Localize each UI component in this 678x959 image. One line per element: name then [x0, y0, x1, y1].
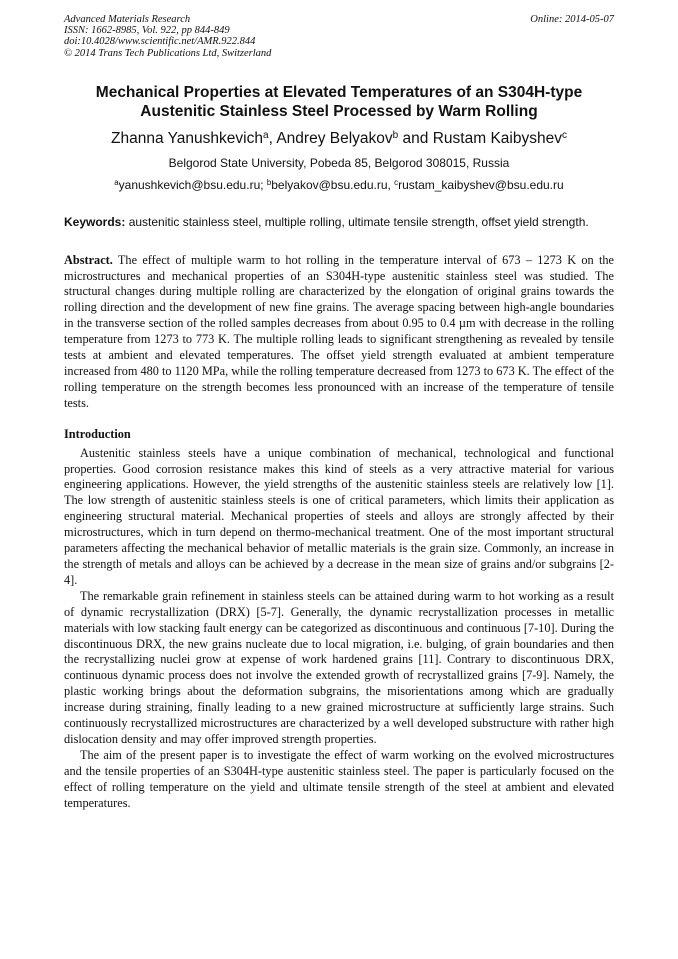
- keywords-label: Keywords:: [64, 214, 126, 229]
- body-paragraph: The remarkable grain refinement in stainless steels can be attained during warm to hot working as a result of dynamic recrystallization (DRX) [5-7]. Generally, the dynamic recrystallization processes in metallic materials with low stacking fault energy can be categorized as discontinuous and continuous [7-10]. During the discontinuous DRX, the new grains nucleate due to local migration, i.e. bulging, of grain boundaries and then the recrystallizing nuclei grow at expense of work hardened grains [11]. Contrary to discontinuous DRX, continuous dynamic process does not involve the extended growth of recrystallized grains [7-9]. Namely, the plastic working brings about the deformation subgrains, the misorientations among which are gradually increase during straining, finally leading to a new grained microstructure at sufficiently large strains. Such continuously recrystallized microstructures are characterized by a well developed substructure with rather high dislocation density and may offer improved strength properties.: [64, 588, 614, 746]
- email-address: yanushkevich@bsu.edu.ru;: [118, 177, 267, 192]
- body-paragraph: The aim of the present paper is to investigate the effect of warm working on the evolved microstructures and the tensile properties of an S304H-type austenitic stainless steel. The paper is particularly focused on the effect of rolling temperature on the yield and ultimate tensile strength of the steel at ambient and elevated temperatures.: [64, 747, 614, 810]
- author-separator: and: [398, 129, 433, 147]
- keywords: [64, 215, 614, 231]
- abstract: [64, 253, 614, 412]
- introduction-body: [64, 446, 614, 812]
- paper-title: [64, 83, 614, 121]
- author-list: [64, 129, 614, 148]
- email-mark: a: [114, 178, 119, 188]
- journal-header: [64, 14, 614, 59]
- author-affiliation-mark: a: [262, 130, 269, 142]
- author-name: Zhanna Yanushkevich: [111, 129, 263, 147]
- online-date: Online: 2014-05-07: [530, 14, 614, 25]
- author-name: Andrey Belyakov: [276, 129, 393, 147]
- email-address: belyakov@bsu.edu.ru,: [271, 177, 395, 192]
- keywords-text: austenitic stainless steel, multiple rolling, ultimate tensile strength, offset yield strength.: [125, 214, 589, 229]
- email-address: rustam_kaibyshev@bsu.edu.ru: [398, 177, 564, 192]
- email-mark: c: [394, 178, 399, 188]
- email-mark: b: [266, 178, 272, 188]
- journal-issn: ISSN: 1662-8985, Vol. 922, pp 844-849: [64, 25, 230, 37]
- abstract-text: The effect of multiple warm to hot rolling in the temperature interval of 673 – 1273 K on the microstructures and mechanical properties of an S304H-type austenitic stainless steel was studied. The structural changes during multiple rolling are characterized by the elongation of original grains towards the rolling direction and the development of new fine grains. The average spacing between high-angle boundaries in the transverse section of the rolled samples decreases from about 0.95 to 0.4 µm with decrease in the rolling temperature from 1273 to 773 K. The multiple rolling leads to significant strengthening as revealed by tensile tests at ambient and elevated temperatures. The offset yield strength evaluated at ambient temperature increased from 480 to 1120 MPa, while the rolling temperature decreased from 1273 to 673 K. The effect of the rolling temperature on the strength becomes less pronounced with an increase of the temperature of tensile tests.: [64, 252, 614, 410]
- journal-doi: doi:10.4028/www.scientific.net/AMR.922.844: [64, 36, 256, 48]
- paper-title-line-2: Austenitic Stainless Steel Processed by Warm Rolling: [140, 102, 538, 120]
- journal-copyright: © 2014 Trans Tech Publications Ltd, Switzerland: [64, 47, 272, 59]
- author-emails: [64, 178, 614, 193]
- author-separator: ,: [268, 129, 277, 147]
- author-name: Rustam Kaibyshev: [432, 129, 562, 147]
- paper-title-line-1: Mechanical Properties at Elevated Temperatures of an S304H-type: [95, 83, 583, 101]
- section-heading-introduction: Introduction: [64, 426, 131, 441]
- author-affiliation-mark: b: [392, 130, 399, 142]
- journal-name: Advanced Materials Research: [64, 14, 191, 25]
- body-paragraph: Austenitic stainless steels have a unique combination of mechanical, technological and functional properties. Good corrosion resistance makes this kind of steels as a very attractive material for various engineering applications. However, the yield strengths of the austenitic stainless steels are relatively low [1]. The low strength of austenitic stainless steels is one of critical parameters, which limits their application as engineering structural material. Mechanical properties of steels and alloys are strongly affected by their microstructures, which in turn depend on thermo-mechanical treatment. One of the most important structural parameters affecting the mechanical behavior of metallic materials is the grain size. Commonly, an increase in the strength of metals and alloys can be achieved by a decrease in the mean size of grains and/or subgrains [2-4].: [64, 445, 614, 587]
- author-affiliation-mark: c: [561, 130, 567, 142]
- affiliation: Belgorod State University, Pobeda 85, Belgorod 308015, Russia: [168, 155, 510, 170]
- abstract-label: Abstract.: [64, 252, 113, 267]
